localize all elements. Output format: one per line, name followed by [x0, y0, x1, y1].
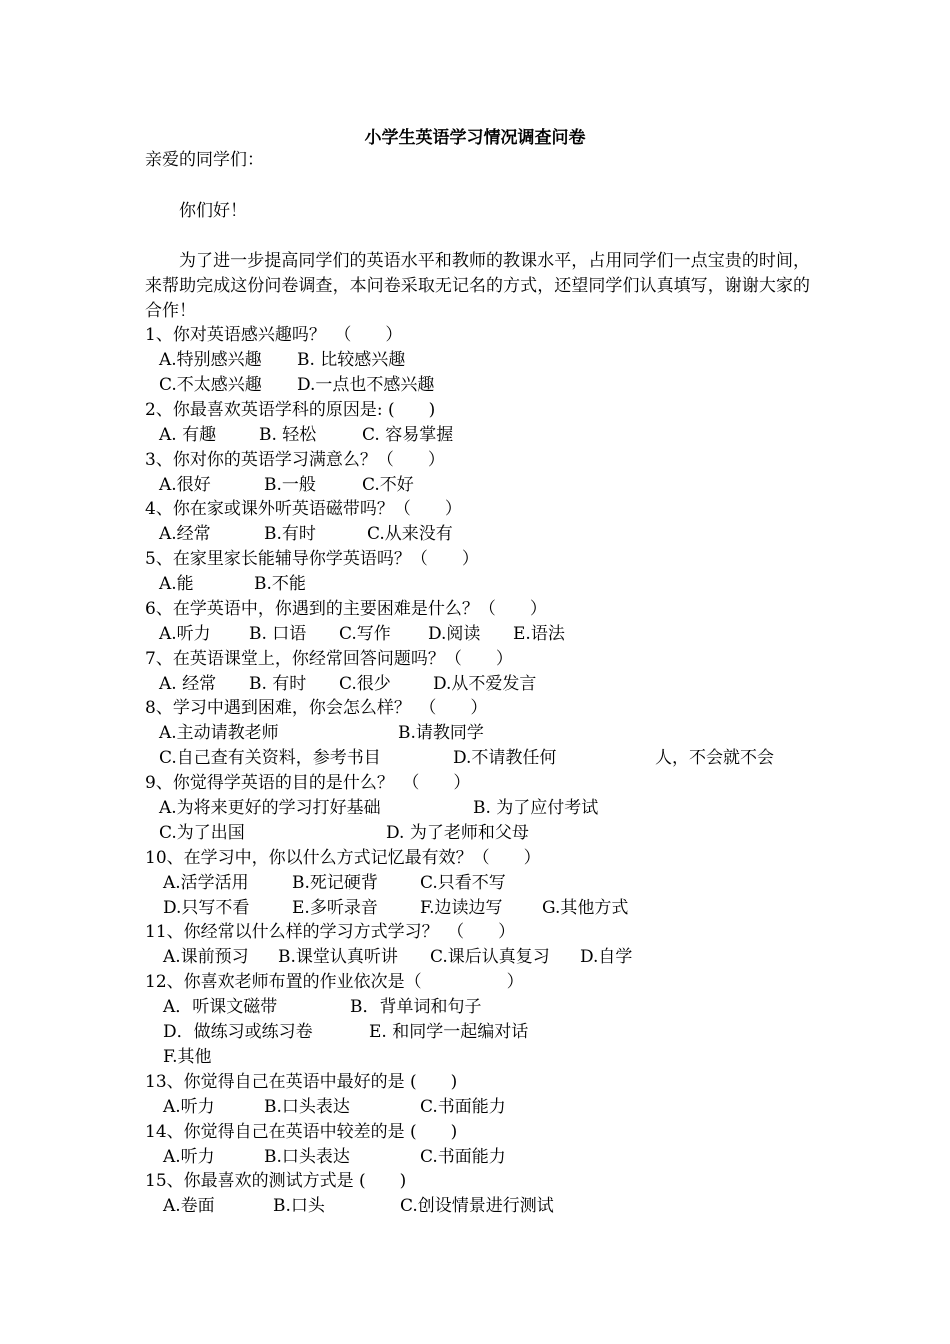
question-7: 7、在英语课堂上，你经常回答问题吗？（ ） [145, 649, 513, 669]
option: B.口头 [273, 1196, 325, 1216]
option: C.写作 [339, 624, 391, 644]
option: B. 为了应付考试 [473, 798, 599, 818]
option: E.语法 [513, 624, 565, 644]
question-12: 12、你喜欢老师布置的作业依次是（ ） [145, 972, 524, 992]
option: D．做练习或练习卷 [163, 1022, 313, 1042]
option: E.多听录音 [292, 898, 378, 918]
option: C.为了出国 [159, 823, 245, 843]
option: A.活学活用 [163, 873, 249, 893]
option: C.创设情景进行测试 [400, 1196, 554, 1216]
question-6: 6、在学英语中，你遇到的主要困难是什么？（ ） [145, 599, 547, 619]
question-8: 8、学习中遇到困难，你会怎么样？ （ ） [145, 698, 488, 718]
option: D.自学 [580, 947, 633, 967]
hello: 你们好！ [179, 201, 247, 221]
option: F.边读边写 [420, 898, 503, 918]
option: G.其他方式 [542, 898, 629, 918]
option: C.书面能力 [420, 1147, 506, 1167]
option: A.为将来更好的学习打好基础 [159, 798, 381, 818]
question-11: 11、你经常以什么样的学习方式学习？ （ ） [145, 922, 516, 942]
option: B.课堂认真听讲 [278, 947, 398, 967]
intro-paragraph: 为了进一步提高同学们的英语水平和教师的教课水平，占用同学们一点宝贵的时间，来帮助完成这份问卷调查，本问卷采取无记名的方式，还望同学们认真填写，谢谢大家的合作！ [145, 251, 810, 321]
option: C.很少 [339, 674, 391, 694]
option: D.从不爱发言 [433, 674, 537, 694]
option: A.听力 [163, 1147, 215, 1167]
question-13: 13、你觉得自己在英语中最好的是 ( ) [145, 1072, 458, 1092]
option: B.口头表达 [264, 1147, 350, 1167]
option: B. 有时 [249, 674, 307, 694]
option: C.从来没有 [367, 524, 453, 544]
option: B. 口语 [249, 624, 307, 644]
option: A. 经常 [159, 674, 217, 694]
question-1: 1、你对英语感兴趣吗？ （ ） [145, 325, 403, 345]
question-14: 14、你觉得自己在英语中较差的是 ( ) [145, 1122, 458, 1142]
option: B.不能 [254, 574, 306, 594]
option: D.只写不看 [163, 898, 250, 918]
option: B.有时 [264, 524, 316, 544]
option: C.不太感兴趣 [159, 375, 262, 395]
option: C.只看不写 [420, 873, 506, 893]
option: B.请教同学 [398, 723, 484, 743]
option: A.特别感兴趣 [159, 350, 262, 370]
option: A.经常 [159, 524, 211, 544]
option: A.听力 [159, 624, 211, 644]
option: A. 有趣 [159, 425, 217, 445]
option: A.很好 [159, 475, 211, 495]
document-title: 小学生英语学习情况调查问卷 [364, 128, 586, 148]
question-4: 4、你在家或课外听英语磁带吗？（ ） [145, 499, 462, 519]
option: C.书面能力 [420, 1097, 506, 1117]
option: C.不好 [362, 475, 414, 495]
option: D.一点也不感兴趣 [297, 375, 435, 395]
option: B.一般 [264, 475, 316, 495]
option: A.听力 [163, 1097, 215, 1117]
option: A.课前预习 [163, 947, 249, 967]
option: B.口头表达 [264, 1097, 350, 1117]
question-10: 10、在学习中，你以什么方式记忆最有效？（ ） [145, 848, 541, 868]
option: C. 容易掌握 [362, 425, 454, 445]
option: E. 和同学一起编对话 [369, 1022, 529, 1042]
option: D.不请教任何 [453, 748, 557, 768]
option: D.阅读 [428, 624, 481, 644]
option: 人，不会就不会 [655, 748, 774, 768]
greeting: 亲爱的同学们： [145, 150, 264, 170]
question-9: 9、你觉得学英语的目的是什么？ （ ） [145, 773, 471, 793]
question-2: 2、你最喜欢英语学科的原因是: ( ) [145, 400, 436, 420]
option: C.自己查有关资料，参考书目 [159, 748, 381, 768]
option: B.死记硬背 [292, 873, 378, 893]
option: F.其他 [163, 1047, 212, 1067]
question-3: 3、你对你的英语学习满意么？（ ） [145, 450, 445, 470]
question-15: 15、你最喜欢的测试方式是 ( ) [145, 1171, 407, 1191]
option: A.卷面 [163, 1196, 215, 1216]
option: A.主动请教老师 [159, 723, 279, 743]
option: D. 为了老师和父母 [386, 823, 529, 843]
option: C.课后认真复习 [430, 947, 550, 967]
option: B. 轻松 [259, 425, 317, 445]
option: A．听课文磁带 [163, 997, 278, 1017]
option: B. 比较感兴趣 [297, 350, 406, 370]
question-5: 5、在家里家长能辅导你学英语吗？（ ） [145, 549, 479, 569]
option: B．背单词和句子 [350, 997, 482, 1017]
option: A.能 [159, 574, 194, 594]
